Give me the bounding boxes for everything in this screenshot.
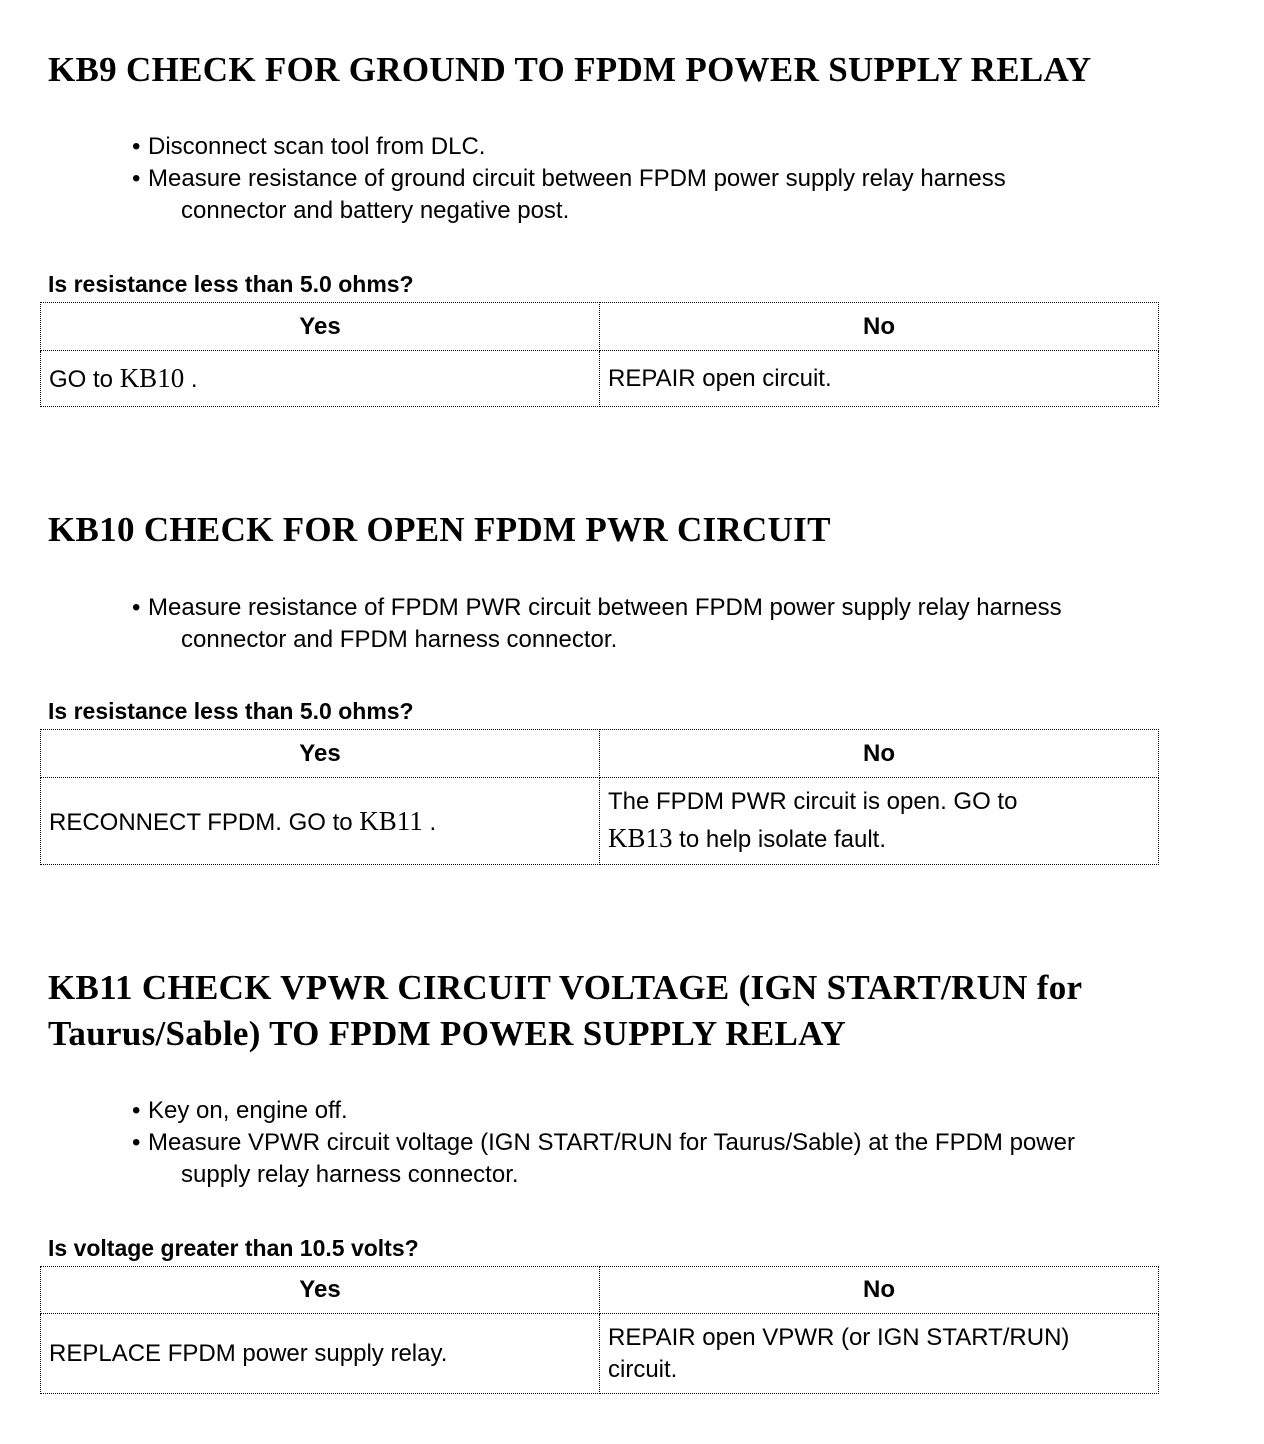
yes-cell [41, 778, 600, 865]
bullet-text-cont: connector and battery negative post. [181, 197, 570, 224]
no-header: No [600, 1267, 1159, 1314]
yes-header: Yes [41, 1267, 600, 1314]
no-header: No [600, 303, 1159, 351]
no-text-post: to help isolate fault. [672, 826, 886, 853]
yes-text: RECONNECT FPDM. GO to [49, 808, 360, 836]
list-item: • Disconnect scan tool from DLC. [132, 133, 486, 160]
yes-header: Yes [41, 303, 600, 351]
question: Is resistance less than 5.0 ohms? [48, 698, 414, 724]
answer-table [40, 1266, 1159, 1394]
list-item: • Measure resistance of ground circuit between FPDM power supply relay harness connector and battery negative post. [132, 163, 1242, 227]
yes-text: GO to [49, 366, 120, 393]
section-heading: KB9 CHECK FOR GROUND TO FPDM POWER SUPPLY RELAY [48, 50, 1092, 89]
yes-text-post: . [184, 366, 198, 393]
answer-table [40, 729, 1159, 865]
bullet-text: Disconnect scan tool from DLC. [148, 133, 486, 160]
no-text: REPAIR open VPWR (or IGN START/RUN) [608, 1323, 1070, 1351]
bullet-text-cont: supply relay harness connector. [181, 1161, 519, 1188]
list-item: • Measure VPWR circuit voltage (IGN START/RUN for Taurus/Sable) at the FPDM power supply relay harness connector. [132, 1127, 1242, 1191]
no-cell [600, 778, 1159, 865]
section-heading: KB10 CHECK FOR OPEN FPDM PWR CIRCUIT [48, 510, 831, 549]
kb11-link[interactable]: KB11 [359, 805, 423, 836]
answer-table [40, 302, 1159, 407]
heading-line: Taurus/Sable) TO FPDM POWER SUPPLY RELAY [48, 1014, 847, 1053]
section-heading [48, 965, 1082, 1057]
bullet-text: Measure VPWR circuit voltage (IGN START/RUN for Taurus/Sable) at the FPDM power [148, 1129, 1075, 1156]
no-text-line2: circuit. [608, 1355, 678, 1383]
no-cell: REPAIR open circuit. [600, 351, 1159, 407]
yes-cell [41, 351, 600, 407]
bullet-text: Measure resistance of FPDM PWR circuit between FPDM power supply relay harness [148, 594, 1062, 621]
kb13-link[interactable]: KB13 [608, 823, 673, 853]
list-item: • Key on, engine off. [132, 1097, 348, 1124]
yes-header: Yes [41, 730, 600, 778]
bullet-list [132, 592, 1242, 656]
kb10-link[interactable]: KB10 [119, 363, 185, 393]
no-cell [600, 1314, 1159, 1394]
yes-text-post: . [422, 808, 437, 836]
question: Is voltage greater than 10.5 volts? [48, 1235, 419, 1261]
bullet-text: Measure resistance of ground circuit between FPDM power supply relay harness [148, 165, 1006, 192]
bullet-text: Key on, engine off. [148, 1097, 348, 1124]
bullet-text-cont: connector and FPDM harness connector. [181, 626, 618, 653]
bullet-list [132, 1095, 1242, 1191]
list-item: • Measure resistance of FPDM PWR circuit between FPDM power supply relay harness connector and FPDM harness connector. [132, 592, 1242, 656]
heading-line: KB11 CHECK VPWR CIRCUIT VOLTAGE (IGN START/RUN for [48, 968, 1083, 1007]
bullet-list [132, 131, 1242, 227]
yes-cell: REPLACE FPDM power supply relay. [41, 1314, 600, 1394]
no-header: No [600, 730, 1159, 778]
question: Is resistance less than 5.0 ohms? [48, 271, 414, 297]
no-text: The FPDM PWR circuit is open. GO to [608, 788, 1018, 815]
